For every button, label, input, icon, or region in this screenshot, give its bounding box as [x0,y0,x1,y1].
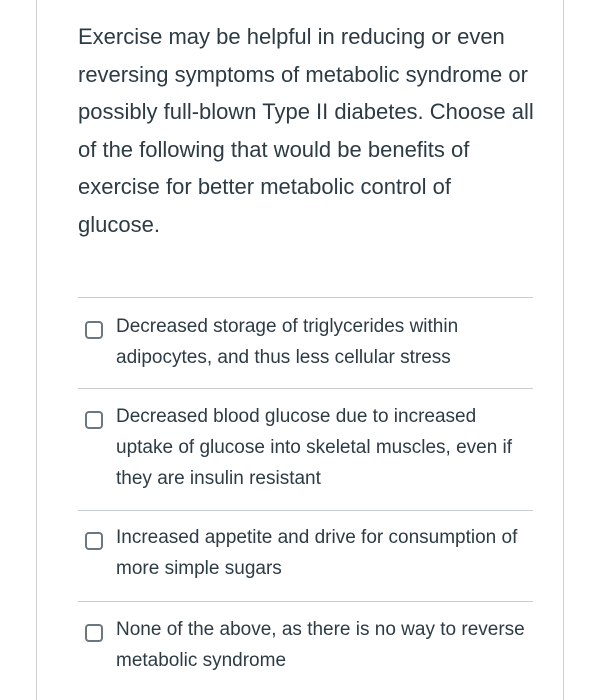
checkbox[interactable] [85,411,103,429]
answer-option-4[interactable] [78,601,533,700]
answer-label[interactable]: None of the above, as there is no way to reverse metabolic syndrome [116,619,525,671]
checkbox[interactable] [85,532,103,550]
question-card [36,0,564,700]
answer-option-1[interactable] [78,297,533,388]
answer-label[interactable]: Decreased blood glucose due to increased uptake of glucose into skeletal muscles, even if they are insulin resistant [116,406,513,489]
answer-label[interactable]: Decreased storage of triglycerides within adipocytes, and thus less cellular stress [116,316,459,368]
answer-option-3[interactable] [78,510,533,601]
answer-label[interactable]: Increased appetite and drive for consumption of more simple sugars [116,527,518,579]
checkbox[interactable] [85,624,103,642]
answer-list [78,297,533,700]
question-text: Exercise may be helpful in reducing or even reversing symptoms of metabolic syndrome or possibly full-blown Type II diabetes. Choose all of the following that would be benefits of exercise for better metabolic control of glucose. [78,24,534,237]
answer-option-2[interactable] [78,388,533,510]
checkbox[interactable] [85,321,103,339]
